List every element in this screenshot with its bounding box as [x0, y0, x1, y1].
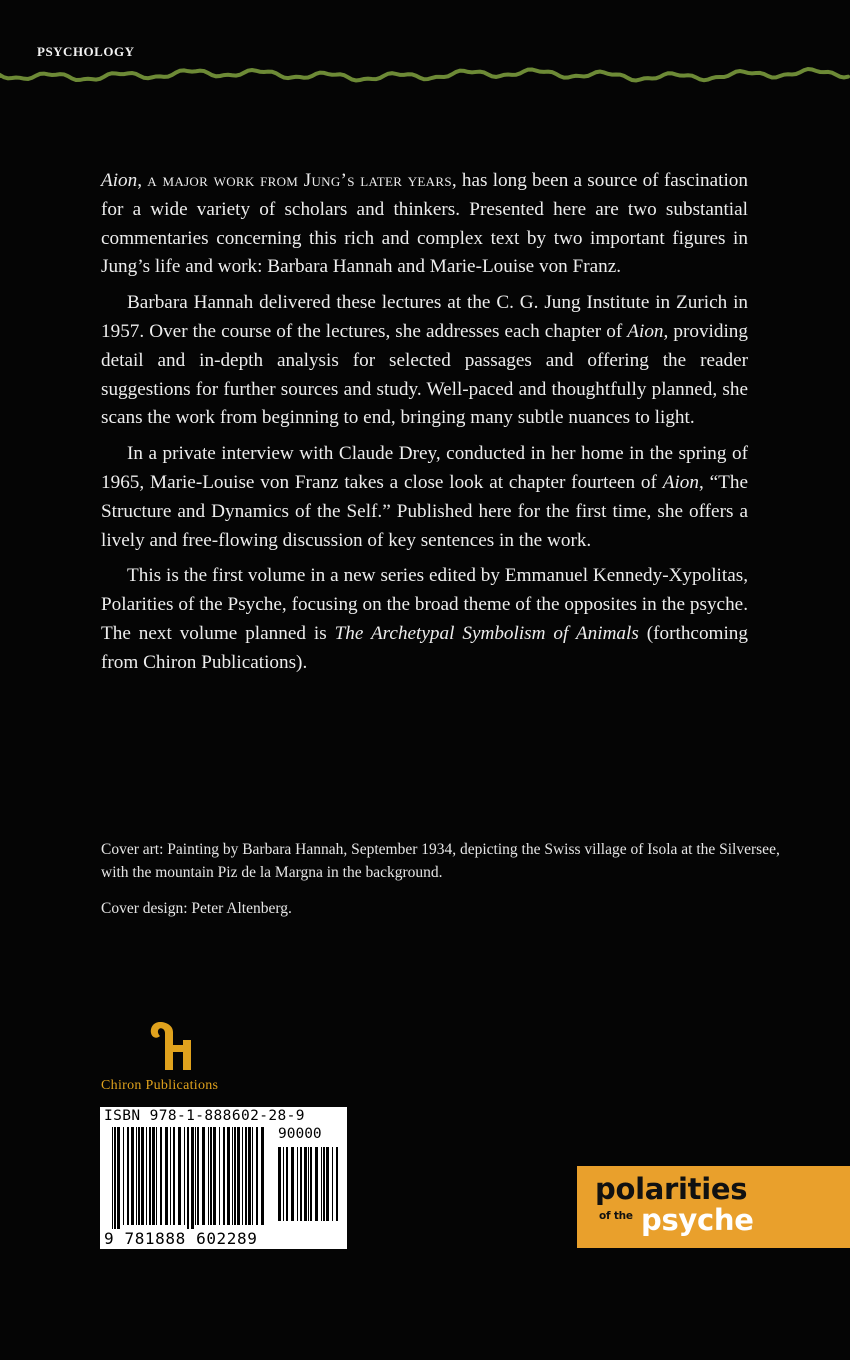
barcode-bar — [210, 1127, 212, 1225]
barcode-bar — [245, 1127, 247, 1225]
description-paragraph-3 — [101, 440, 748, 555]
barcode-bar — [112, 1127, 113, 1233]
ean-digits: 9 781888 602289 — [104, 1229, 258, 1248]
barcode-bar — [152, 1127, 155, 1225]
description-paragraph-4-text-b: (forthcoming from Chiron Publications). — [101, 622, 748, 673]
category-label: PSYCHOLOGY — [37, 44, 135, 59]
series-name-psyche: psyche — [641, 1203, 754, 1237]
barcode-bar — [170, 1127, 171, 1225]
barcode-bar — [178, 1127, 181, 1225]
description-paragraph-4 — [101, 562, 748, 677]
barcode-bar — [336, 1147, 338, 1221]
barcode-bar — [117, 1127, 120, 1233]
series-name-polarities: polarities — [595, 1172, 748, 1206]
barcode-bar — [234, 1127, 236, 1225]
barcode-bar — [191, 1127, 194, 1233]
publisher-name: Chiron Publications — [101, 1078, 219, 1093]
barcode-bar — [242, 1127, 243, 1225]
series-name-of-the: of the — [599, 1210, 633, 1222]
price-addon-bars — [278, 1147, 340, 1229]
next-volume-title: The Archetypal Symbolism of Animals — [334, 622, 639, 644]
barcode-bar — [286, 1147, 288, 1221]
chiron-logo-icon — [146, 1018, 196, 1076]
barcode-bar — [213, 1127, 216, 1225]
barcode-bar — [184, 1127, 185, 1225]
barcode-bar — [248, 1127, 251, 1225]
barcode-bar — [208, 1127, 209, 1225]
series-logo-badge — [577, 1166, 850, 1248]
barcode-bar — [149, 1127, 151, 1225]
description-paragraph-2-text-a: Barbara Hannah delivered these lectures at the C. G. Jung Institute in Zurich in 1957. Over the course of the lectures, she addresses each chapter of — [101, 292, 748, 342]
description-lead-in: a major work from Jung’s later years — [147, 170, 452, 191]
cover-art-credit: Cover art: Painting by Barbara Hannah, September 1934, depicting the Swiss village of Isola at the Silversee, with the mountain Piz de la Margna in the background. — [101, 841, 780, 881]
description-paragraph-2-text-b: , providing detail and in-depth analysis for selected passages and offering the reader suggestions for further sources and study. Well-paced and thoughtfully planned, she scans the work from beginning to end, bringing many subtle nuances to light. — [101, 320, 748, 429]
barcode-bar — [227, 1127, 230, 1225]
barcode-bar — [291, 1147, 294, 1221]
barcode-bar — [261, 1127, 264, 1225]
barcode-bar — [146, 1127, 147, 1225]
barcode-bar — [256, 1127, 258, 1225]
barcode-bar — [160, 1127, 162, 1225]
book-description — [101, 167, 748, 685]
barcode-bar — [165, 1127, 168, 1225]
barcode-bar — [114, 1127, 116, 1233]
barcode-bar — [187, 1127, 189, 1233]
barcode-bar — [197, 1127, 199, 1225]
barcode-bar — [252, 1127, 253, 1225]
barcode-bar — [278, 1147, 281, 1221]
barcode-bar — [156, 1127, 157, 1225]
barcode-bar — [123, 1127, 124, 1225]
barcode-bar — [141, 1127, 144, 1225]
ean-barcode-bars — [112, 1127, 268, 1233]
barcode-bar — [308, 1147, 309, 1221]
barcode-bar — [283, 1147, 284, 1221]
barcode-bar — [300, 1147, 302, 1221]
decorative-wave-line — [0, 62, 850, 88]
isbn-barcode — [100, 1107, 347, 1249]
barcode-bar — [195, 1127, 196, 1225]
barcode-bar — [326, 1147, 329, 1221]
book-title-aion: Aion — [627, 320, 664, 342]
description-paragraph-3-text-b: , “The Structure and Dynamics of the Self.” Published here for the first time, she offers a lively and free-flowing discussion of key sentences in the work. — [101, 471, 748, 551]
barcode-bar — [237, 1127, 240, 1225]
price-code: 90000 — [278, 1126, 322, 1142]
description-paragraph-2 — [101, 289, 748, 433]
barcode-bar — [315, 1147, 318, 1221]
barcode-bar — [202, 1127, 205, 1225]
barcode-bar — [332, 1147, 333, 1221]
barcode-bar — [321, 1147, 322, 1221]
barcode-bar — [304, 1147, 307, 1221]
description-paragraph-4-text-a: This is the first volume in a new series edited by Emmanuel Kennedy-Xypolitas, Polarities of the Psyche, focusing on the broad theme of the opposites in the psyche. The next volume planned is — [101, 565, 748, 644]
description-paragraph-1-text: , has long been a source of fascination for a wide variety of scholars and thinkers. Presented here are two substantial commentaries concerning this rich and complex text by two important figures in Jung’s life and work: Barbara Hannah and Marie-Louise von Franz. — [101, 170, 748, 278]
barcode-bar — [223, 1127, 225, 1225]
barcode-bar — [323, 1147, 325, 1221]
barcode-bar — [219, 1127, 220, 1225]
book-title-aion: Aion — [662, 471, 699, 493]
barcode-bar — [127, 1127, 129, 1225]
isbn-number: ISBN 978-1-888602-28-9 — [104, 1108, 305, 1124]
credits — [101, 838, 781, 933]
description-paragraph-3-text-a: In a private interview with Claude Drey, conducted in her home in the spring of 1965, Marie-Louise von Franz takes a close look at chapter fourteen of — [101, 443, 748, 493]
cover-design-credit: Cover design: Peter Altenberg. — [101, 900, 292, 917]
barcode-bar — [232, 1127, 233, 1225]
description-paragraph-1: Aion, a major work from Jung’s later years, has long been a source of fascination for a wide variety of scholars and thinkers. Presented here are two substantial commentaries concerning this rich and complex text by two important figures in Jung’s life and work: Barbara Hannah and Marie-Louise von Franz. — [101, 170, 748, 278]
barcode-bar — [136, 1127, 137, 1225]
barcode-bar — [310, 1147, 312, 1221]
barcode-bar — [173, 1127, 175, 1225]
barcode-bar — [131, 1127, 134, 1225]
book-title-aion: Aion — [101, 170, 138, 191]
barcode-bar — [138, 1127, 140, 1225]
barcode-bar — [297, 1147, 298, 1221]
